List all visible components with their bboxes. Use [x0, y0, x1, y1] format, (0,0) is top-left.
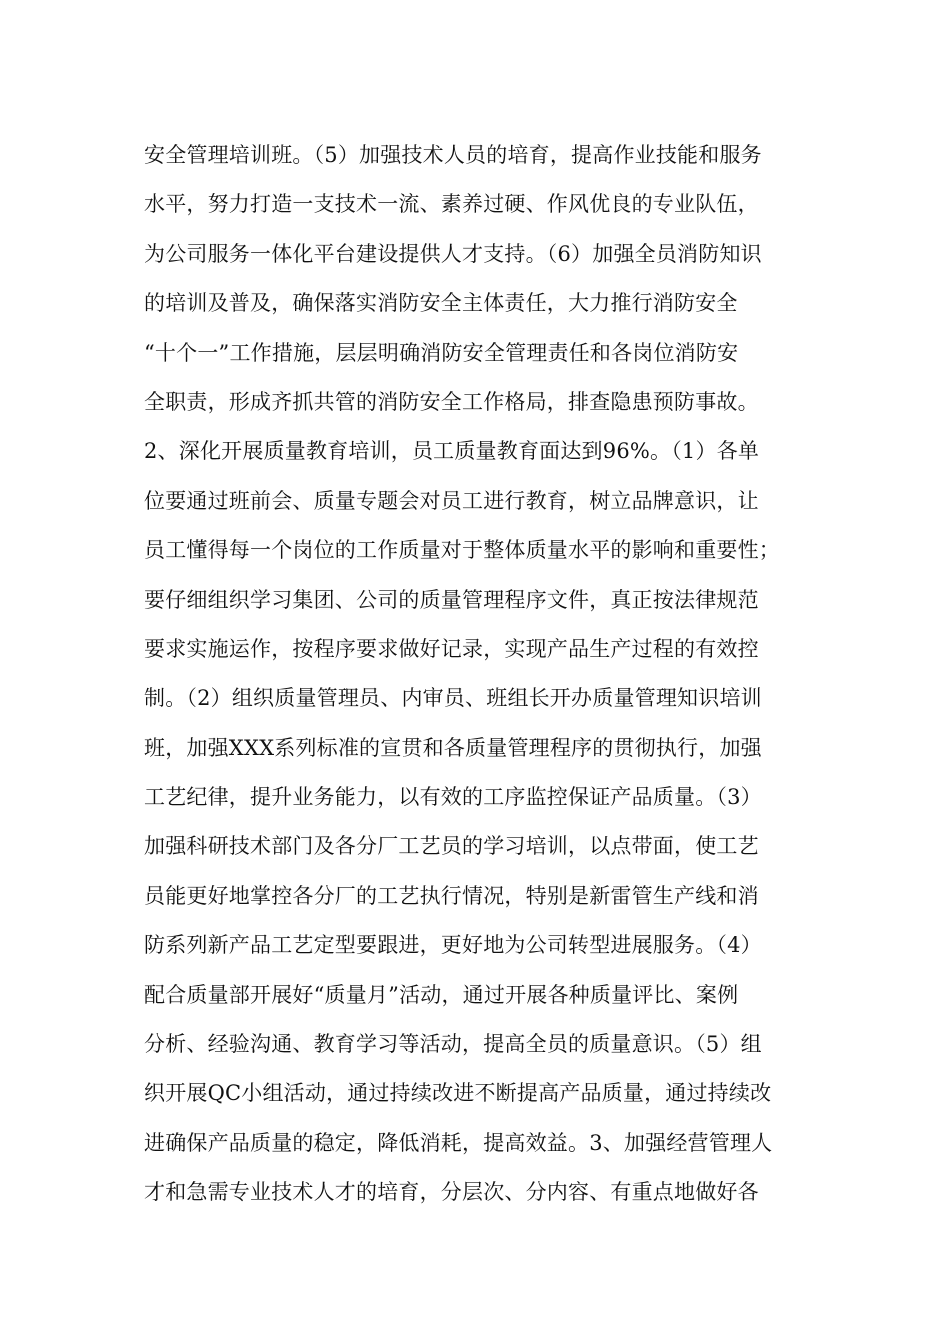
text-line: “十个一”工作措施，层层明确消防安全管理责任和各岗位消防安 [144, 340, 739, 365]
text-line: 水平，努力打造一支技术一流、素养过硬、作风优良的专业队伍， [144, 192, 759, 217]
text-line: 防系列新产品工艺定型要跟进，更好地为公司转型进展服务。（4） [144, 933, 762, 958]
text-line: 班，加强XXX系列标准的宣贯和各质量管理程序的贯彻执行，加强 [144, 735, 762, 760]
text-line: 员工懂得每一个岗位的工作质量对于整体质量水平的影响和重要性； [144, 538, 780, 563]
text-line: 为公司服务一体化平台建设提供人才支持。（6）加强全员消防知识 [144, 241, 762, 266]
text-line: 加强科研技术部门及各分厂工艺员的学习培训，以点带面，使工艺 [144, 834, 759, 859]
text-line: 工艺纪律，提升业务能力，以有效的工序监控保证产品质量。（3） [144, 785, 762, 810]
text-line: 要仔细组织学习集团、公司的质量管理程序文件，真正按法律规范 [144, 587, 759, 612]
text-line: 全职责，形成齐抓共管的消防安全工作格局，排查隐患预防事故。 [144, 389, 759, 414]
text-line: 分析、经验沟通、教育学习等活动，提高全员的质量意识。（5）组 [144, 1032, 762, 1057]
body-text [144, 131, 834, 1218]
text-line: 制。（2）组织质量管理员、内审员、班组长开办质量管理知识培训 [144, 686, 762, 711]
text-line: 配合质量部开展好“质量月”活动，通过开展各种质量评比、案例 [144, 982, 739, 1007]
text-line: 进确保产品质量的稳定，降低消耗，提高效益。3、加强经营管理人 [144, 1130, 773, 1155]
text-line: 要求实施运作，按程序要求做好记录，实现产品生产过程的有效控 [144, 636, 759, 661]
text-line: 员能更好地掌控各分厂的工艺执行情况，特别是新雷管生产线和消 [144, 883, 759, 908]
text-line: 的培训及普及，确保落实消防安全主体责任，大力推行消防安全 [144, 291, 738, 316]
text-line: 安全管理培训班。（5）加强技术人员的培育，提高作业技能和服务 [144, 143, 762, 167]
text-line: 2、深化开展质量教育培训，员工质量教育面达到96%。（1）各单 [144, 439, 760, 464]
text-line: 才和急需专业技术人才的培育，分层次、分内容、有重点地做好各 [144, 1180, 759, 1205]
text-line: 位要通过班前会、质量专题会对员工进行教育，树立品牌意识，让 [144, 488, 759, 513]
text-line: 织开展QC小组活动，通过持续改进不断提高产品质量，通过持续改 [144, 1081, 772, 1106]
